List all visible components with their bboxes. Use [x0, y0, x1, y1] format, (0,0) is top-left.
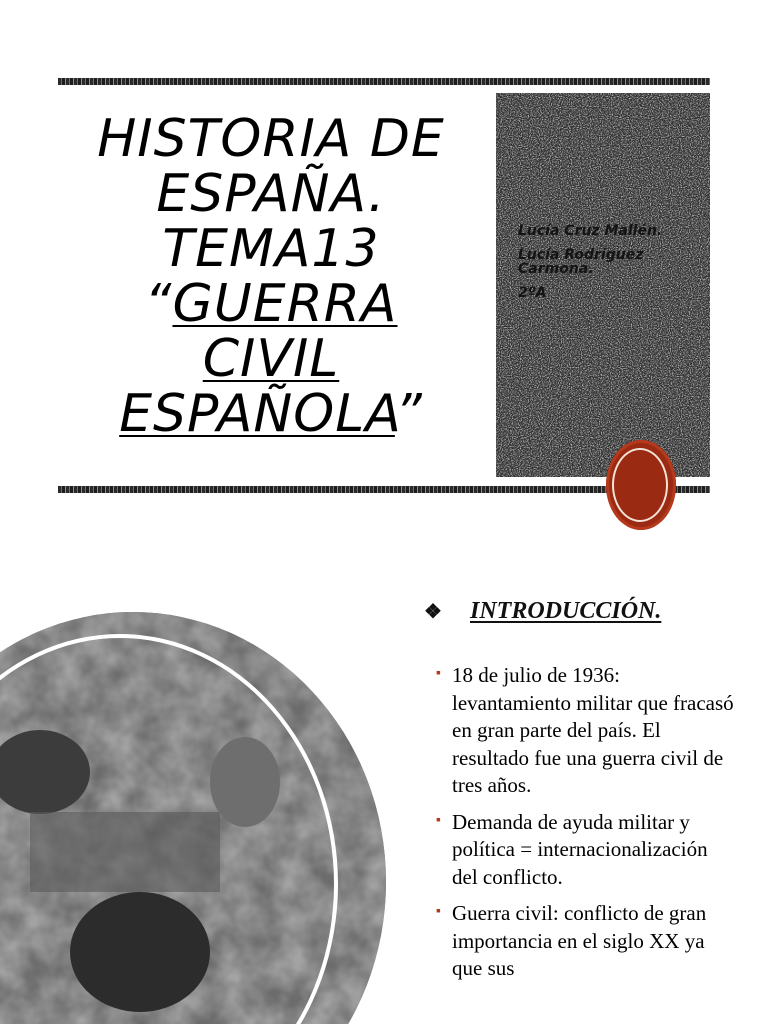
list-item	[436, 662, 736, 800]
title-underlined-guerra: GUERRA	[172, 274, 398, 334]
title-line-1: HISTORIA DE	[97, 109, 445, 169]
class-group: 2ºA	[518, 285, 547, 301]
title-line-5	[70, 329, 472, 389]
title-line-6	[70, 384, 472, 444]
quote-close: ”	[394, 384, 423, 444]
seal-ring	[612, 448, 668, 522]
bullet-list	[436, 662, 736, 992]
quote-open: “	[144, 274, 173, 334]
title-line-2: ESPAÑA.	[156, 164, 386, 224]
list-item	[436, 900, 736, 983]
square-bullet-icon: ▪	[436, 812, 441, 828]
bullet-text-3: Guerra civil: conflicto de gran importancia en el siglo XX ya que sus	[452, 901, 707, 980]
slide-title	[70, 109, 472, 444]
introduction-slide	[0, 560, 768, 1024]
bullet-text-2: Demanda de ayuda militar y política = internacionalización del conflicto.	[452, 809, 708, 889]
diamond-bullet-icon: ❖	[424, 601, 442, 623]
heading-text: INTRODUCCIÓN.	[470, 598, 662, 624]
top-divider	[58, 78, 710, 85]
square-bullet-icon: ▪	[436, 666, 441, 681]
author-list	[518, 224, 698, 310]
title-line-4	[70, 274, 472, 334]
list-item	[436, 809, 736, 892]
square-bullet-icon: ▪	[436, 904, 441, 919]
author-1: Lucía Cruz Mallén.	[518, 223, 663, 239]
author-2: Lucía Rodríguez Carmona.	[518, 247, 644, 277]
bullet-text-1: 18 de julio de 1936: levantamiento militar que fracasó en gran parte del país. El resultado fue una guerra civil de tres años.	[452, 663, 734, 797]
title-underlined-civil: CIVIL	[202, 329, 340, 389]
title-line-3: TEMA13	[162, 219, 380, 279]
title-underlined-espanola: ESPAÑOLA	[119, 384, 395, 444]
